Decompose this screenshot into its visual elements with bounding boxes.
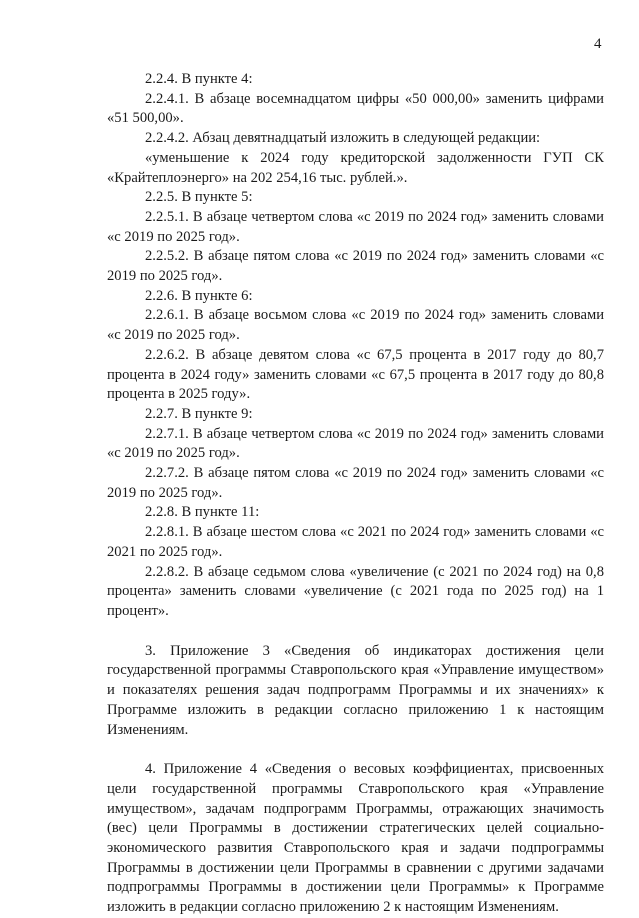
paragraph-quote-reduction: «уменьшение к 2024 году кредиторской задолженности ГУП СК «Крайтеплоэнерго» на 202 254,16 тыс. рублей.». <box>107 149 604 186</box>
paragraph-section-4: 4. Приложение 4 «Сведения о весовых коэффициентах, присвоенных цели государственной программы Ставропольского края «Управление имуществом», задачам подпрограмм Программы, отражающих значимость (вес) цели Программы в достижении стратегических целей социально-экономического развития Ставропольского края и задачи подпрограммы Программы в достижении цели Программы в сравнении с другими задачами подпрограммы Программы в достижении цели Программы» к Программе изложить в редакции согласно приложению 2 к настоящим Изменениям. <box>107 761 604 916</box>
paragraph-2-2-8-2: 2.2.8.2. В абзаце седьмом слова «увеличение (с 2021 по 2024 год) на 0,8 процента» заменить словами «увеличение (с 2021 года по 2025 год) на 1 процент». <box>107 563 604 619</box>
document-body <box>107 70 604 918</box>
paragraph-2-2-5-2: 2.2.5.2. В абзаце пятом слова «с 2019 по 2024 год» заменить словами «с 2019 по 2025 год». <box>107 248 604 285</box>
paragraph-2-2-6: 2.2.6. В пункте 6: <box>145 287 253 304</box>
paragraph-2-2-8-1: 2.2.8.1. В абзаце шестом слова «с 2021 по 2024 год» заменить словами «с 2021 по 2025 год». <box>107 524 604 560</box>
paragraph-2-2-7: 2.2.7. В пункте 9: <box>145 405 253 422</box>
page-number: 4 <box>594 36 602 52</box>
paragraph-section-3: 3. Приложение 3 «Сведения об индикаторах достижения цели государственной программы Ставропольского края «Управление имуществом» и показателях решения задач подпрограмм Программы и их значениях» к Программе изложить в редакции согласно приложению 1 к настоящим Изменениям. <box>107 642 604 738</box>
paragraph-2-2-4: 2.2.4. В пункте 4: <box>145 71 253 87</box>
paragraph-2-2-7-1: 2.2.7.1. В абзаце четвертом слова «с 2019 по 2024 год» заменить словами «с 2019 по 2025 год». <box>107 425 604 462</box>
paragraph-2-2-4-1: 2.2.4.1. В абзаце восемнадцатом цифры «50 000,00» заменить цифрами «51 500,00». <box>107 90 604 127</box>
paragraph-2-2-8: 2.2.8. В пункте 11: <box>145 504 260 521</box>
paragraph-2-2-6-2: 2.2.6.2. В абзаце девятом слова «с 67,5 процента в 2017 году до 80,7 процента в 2024 году» заменить словами «с 67,5 процента в 2017 году до 80,8 процента в 2025 году». <box>107 346 604 403</box>
paragraph-2-2-7-2: 2.2.7.2. В абзаце пятом слова «с 2019 по 2024 год» заменить словами «с 2019 по 2025 год». <box>107 465 604 501</box>
section-spacer <box>107 622 604 642</box>
paragraph-2-2-5: 2.2.5. В пункте 5: <box>145 189 253 206</box>
paragraph-2-2-5-1: 2.2.5.1. В абзаце четвертом слова «с 2019 по 2024 год» заменить словами «с 2019 по 2025 год». <box>107 208 604 245</box>
paragraph-2-2-4-2: 2.2.4.2. Абзац девятнадцатый изложить в следующей редакции: <box>145 130 541 147</box>
paragraph-2-2-6-1: 2.2.6.1. В абзаце восьмом слова «с 2019 по 2024 год» заменить словами «с 2019 по 2025 год». <box>107 307 604 344</box>
section-spacer <box>107 740 604 760</box>
